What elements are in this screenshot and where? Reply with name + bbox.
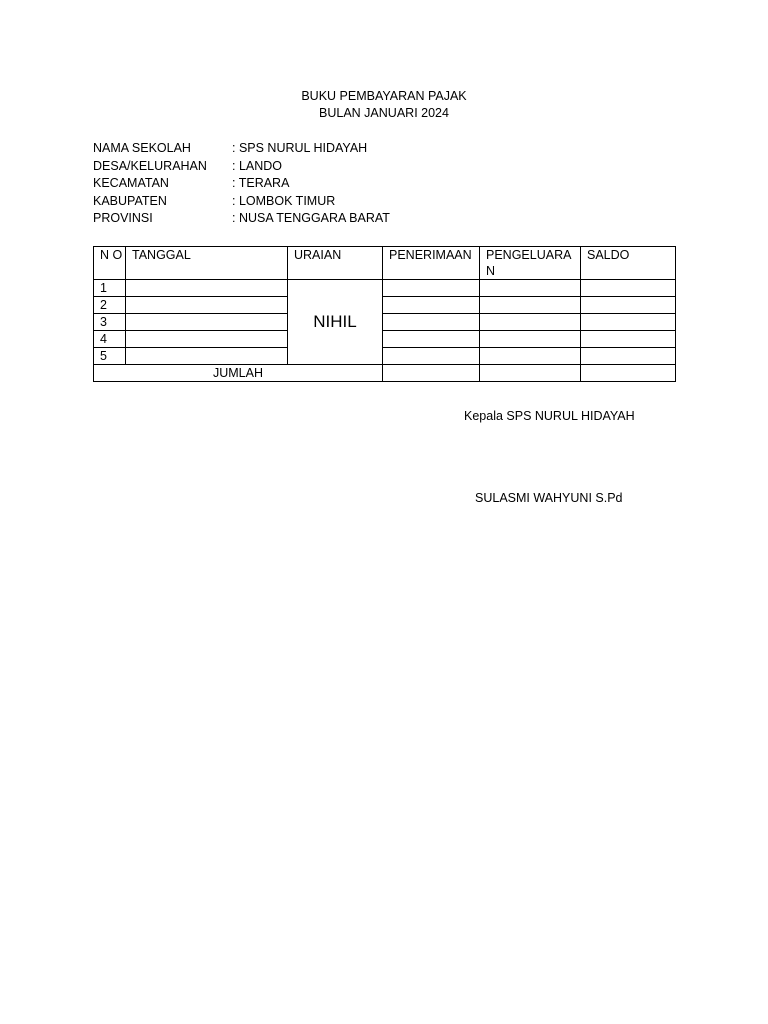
cell-pengeluaran (480, 348, 581, 365)
info-value: : NUSA TENGGARA BARAT (232, 211, 390, 226)
row-number: 3 (94, 314, 126, 331)
document-subtitle: BULAN JANUARI 2024 (319, 106, 449, 120)
total-row (94, 365, 676, 382)
cell-saldo (581, 297, 676, 314)
signature-name: SULASMI WAHYUNI S.Pd (475, 491, 623, 505)
cell-penerimaan (383, 331, 480, 348)
cell-pengeluaran (480, 280, 581, 297)
header-uraian: URAIAN (288, 247, 383, 280)
info-row-village (93, 158, 390, 176)
info-row-district (93, 175, 390, 193)
row-number: 4 (94, 331, 126, 348)
total-penerimaan (383, 365, 480, 382)
info-value: : SPS NURUL HIDAYAH (232, 141, 368, 155)
row-number: 5 (94, 348, 126, 365)
signature-title: Kepala SPS NURUL HIDAYAH (464, 409, 635, 423)
cell-pengeluaran (480, 314, 581, 331)
cell-penerimaan (383, 348, 480, 365)
info-row-regency (93, 193, 390, 211)
document-title: BUKU PEMBAYARAN PAJAK (301, 89, 467, 103)
cell-saldo (581, 331, 676, 348)
header-saldo: SALDO (581, 247, 676, 280)
total-label: JUMLAH (94, 365, 383, 382)
info-row-school (93, 140, 390, 158)
table-row (94, 280, 676, 297)
cell-pengeluaran (480, 331, 581, 348)
document-header (0, 88, 768, 122)
info-label: KABUPATEN (93, 193, 167, 208)
cell-tanggal (126, 280, 288, 297)
cell-penerimaan (383, 314, 480, 331)
info-label: NAMA SEKOLAH (93, 141, 191, 155)
table-header-row (94, 247, 676, 280)
info-value: : LANDO (232, 158, 283, 173)
header-tanggal: TANGGAL (126, 247, 288, 280)
cell-tanggal (126, 314, 288, 331)
cell-penerimaan (383, 297, 480, 314)
cell-saldo (581, 348, 676, 365)
school-info (93, 140, 390, 228)
table-row (94, 331, 676, 348)
total-saldo (581, 365, 676, 382)
cell-tanggal (126, 348, 288, 365)
cell-tanggal (126, 331, 288, 348)
header-no: N O (94, 247, 126, 280)
table-row (94, 297, 676, 314)
header-penerimaan: PENERIMAAN (383, 247, 480, 280)
info-label: DESA/KELURAHAN (93, 158, 207, 173)
info-value: : TERARA (232, 176, 290, 191)
info-value: : LOMBOK TIMUR (232, 193, 336, 208)
info-row-province (93, 210, 390, 228)
info-label: KECAMATAN (93, 176, 169, 191)
cell-tanggal (126, 297, 288, 314)
cell-saldo (581, 314, 676, 331)
uraian-nihil: NIHIL (288, 280, 383, 365)
row-number: 2 (94, 297, 126, 314)
table-row (94, 314, 676, 331)
cell-pengeluaran (480, 297, 581, 314)
total-pengeluaran (480, 365, 581, 382)
tax-ledger-table (93, 246, 676, 382)
table-row (94, 348, 676, 365)
cell-penerimaan (383, 280, 480, 297)
header-pengeluaran: PENGELUARA N (480, 247, 581, 280)
cell-saldo (581, 280, 676, 297)
info-label: PROVINSI (93, 211, 153, 226)
row-number: 1 (94, 280, 126, 297)
